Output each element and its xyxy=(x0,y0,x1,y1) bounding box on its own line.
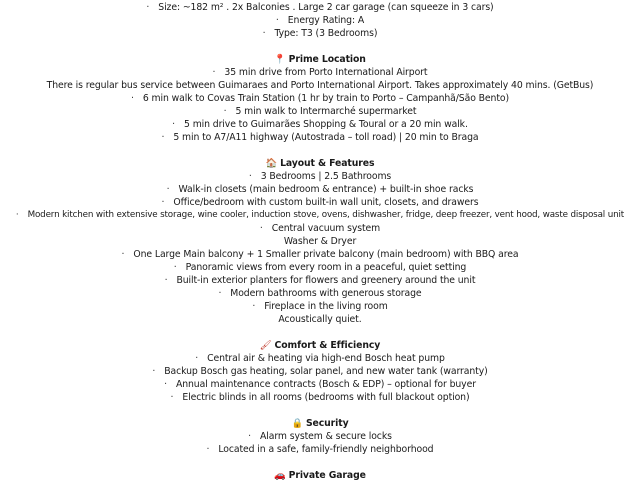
list-item: · 5 min drive to Guimarães Shopping & Toural or a 20 min walk. xyxy=(172,119,468,130)
list-item: · Office/bedroom with custom built-in wall unit, closets, and drawers xyxy=(161,197,479,208)
bullet-icon: · xyxy=(248,171,252,182)
bullet-icon: · xyxy=(218,288,222,299)
list-item: · Alarm system & secure locks xyxy=(248,431,392,442)
list-item: · Fireplace in the living room xyxy=(252,301,388,312)
list-item: · Walk-in closets (main bedroom & entrance) + built-in shoe racks xyxy=(166,184,474,195)
bullet-icon: · xyxy=(146,2,150,13)
list-item: Washer & Dryer xyxy=(283,236,357,247)
bullet-icon: · xyxy=(161,197,165,208)
bullet-icon: · xyxy=(173,262,177,273)
bullet-icon: · xyxy=(152,366,156,377)
section-heading-location: 📍 Prime Location xyxy=(274,54,366,65)
list-item: Acoustically quiet. xyxy=(278,314,362,325)
bullet-icon: · xyxy=(172,119,176,130)
section-heading-layout: 🏠 Layout & Features xyxy=(265,158,375,169)
list-item: · Central air & heating via high-end Bosch heat pump xyxy=(195,353,445,364)
section-heading-garage: 🚗 Private Garage xyxy=(274,470,366,481)
bullet-icon: · xyxy=(262,28,266,39)
intro-energy-line: · Energy Rating: A xyxy=(275,15,365,26)
list-item: · Central vacuum system xyxy=(259,223,381,234)
list-item: · 5 min walk to Intermarché supermarket xyxy=(223,106,417,117)
pin-icon: 📍 xyxy=(274,54,286,65)
list-item: · 3 Bedrooms | 2.5 Bathrooms xyxy=(248,171,392,182)
list-item: There is regular bus service between Guimaraes and Porto International Airport. Takes approximately 40 mins. (GetBus) xyxy=(46,80,594,91)
bullet-icon: · xyxy=(252,301,256,312)
bullet-icon: · xyxy=(164,379,167,390)
list-item: · 6 min walk to Covas Train Station (1 hr by train to Porto – Campanhã/São Bento) xyxy=(130,93,509,104)
house-icon: 🏠 xyxy=(265,158,278,169)
list-item: · Panoramic views from every room in a peaceful, quiet setting xyxy=(173,262,467,273)
bullet-icon: · xyxy=(164,275,168,286)
section-heading-security: 🔒 Security xyxy=(291,418,349,429)
bullet-icon: · xyxy=(248,431,251,442)
list-item: · Electric blinds in all rooms (bedrooms with full blackout option) xyxy=(170,392,470,403)
property-listing xyxy=(0,1,640,482)
bullet-icon: · xyxy=(212,67,216,78)
bullet-icon: · xyxy=(166,184,170,195)
bullet-icon: · xyxy=(206,444,210,455)
list-item: · One Large Main balcony + 1 Smaller private balcony (main bedroom) with BBQ area xyxy=(121,249,519,260)
intro-size-line: · Size: ~182 m² . 2x Balconies . Large 2 car garage (can squeeze in 3 cars) xyxy=(146,2,494,13)
bullet-icon: · xyxy=(161,132,165,143)
bullet-icon: · xyxy=(223,106,227,117)
intro-type-line: · Type: T3 (3 Bedrooms) xyxy=(262,28,378,39)
list-item: · Modern kitchen with extensive storage, wine cooler, induction stove, ovens, dishwasher, fridge, deep freezer, vent hood, waste disposal unit xyxy=(15,210,625,220)
bullet-icon: · xyxy=(15,210,19,220)
bullet-icon: · xyxy=(195,353,199,364)
bullet-icon: · xyxy=(170,392,174,403)
bullet-icon: · xyxy=(275,15,279,26)
list-item: · Annual maintenance contracts (Bosch & EDP) – optional for buyer xyxy=(164,379,476,390)
brush-icon: 🖌 xyxy=(259,340,272,351)
bullet-icon: · xyxy=(259,223,263,234)
list-item: · Located in a safe, family-friendly neighborhood xyxy=(206,444,434,455)
list-item: · 35 min drive from Porto International Airport xyxy=(212,67,428,78)
list-item: · 5 min to A7/A11 highway (Autostrada – toll road) | 20 min to Braga xyxy=(161,132,479,143)
car-icon: 🚗 xyxy=(274,470,286,481)
list-item: · Modern bathrooms with generous storage xyxy=(218,288,422,299)
list-item: · Built-in exterior planters for flowers and greenery around the unit xyxy=(164,275,476,286)
section-heading-comfort: 🖌 Comfort & Efficiency xyxy=(259,340,381,351)
lock-icon: 🔒 xyxy=(291,418,303,429)
bullet-icon: · xyxy=(130,93,134,104)
list-item: · Backup Bosch gas heating, solar panel, and new water tank (warranty) xyxy=(152,366,488,377)
bullet-icon: · xyxy=(121,249,125,260)
